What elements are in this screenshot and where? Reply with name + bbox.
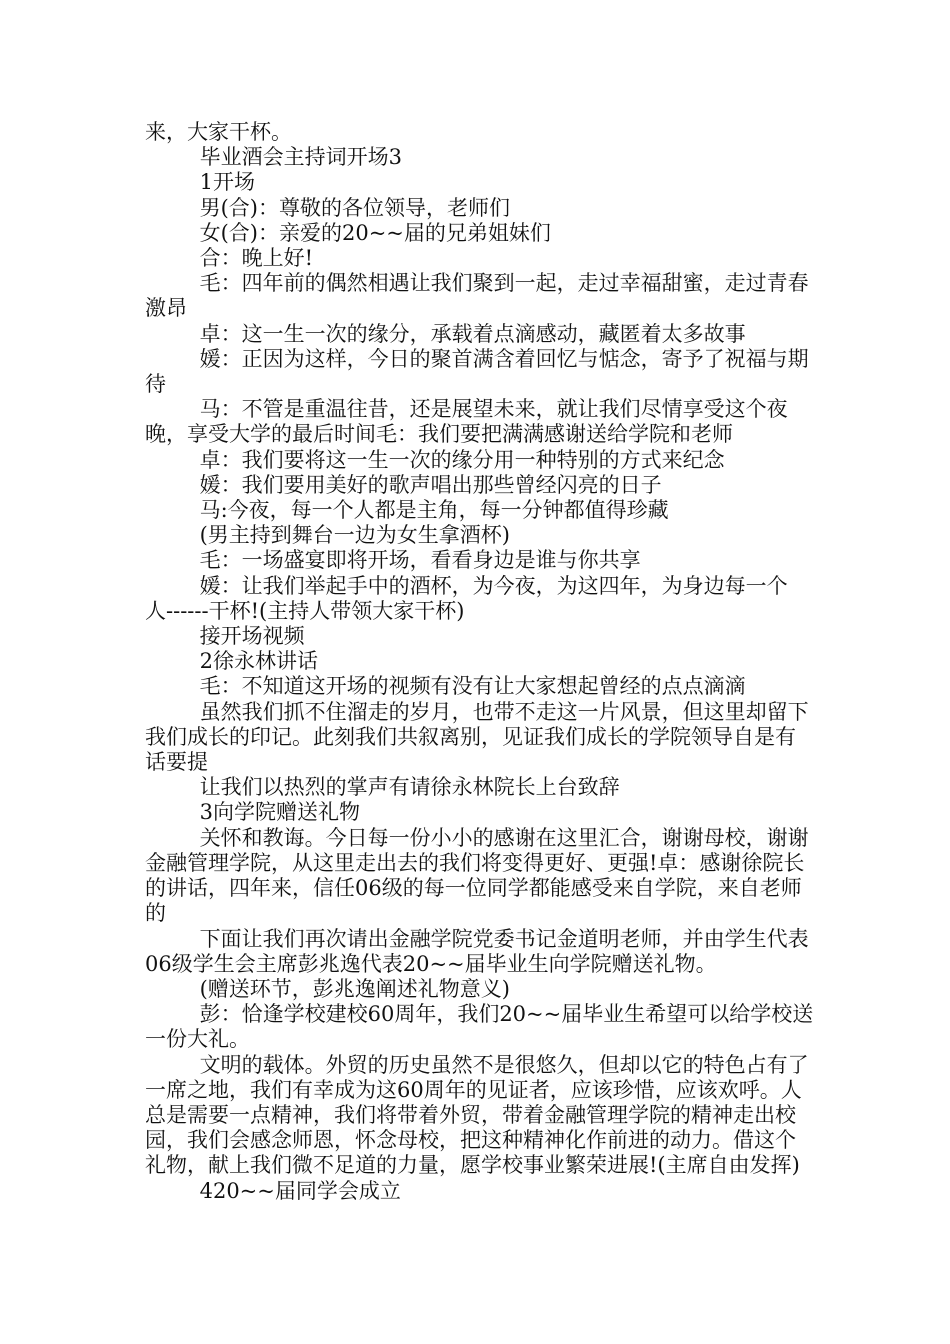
paragraph: 毛：不知道这开场的视频有没有让大家想起曾经的点点滴滴: [199, 674, 746, 699]
paragraph: 让我们以热烈的掌声有请徐永林院长上台致辞: [199, 775, 620, 800]
paragraph: 媛：我们要用美好的歌声唱出那些曾经闪亮的日子: [199, 472, 662, 497]
document-body: [145, 120, 815, 1204]
paragraph: 马：不管是重温往昔，还是展望未来，就让我们尽情享受这个夜晚，享受大学的最后时间毛：我们要把满满感谢送给学院和老师: [145, 397, 788, 447]
paragraph: 马:今夜，每一个人都是主角，每一分钟都值得珍藏: [199, 498, 669, 523]
paragraph: 卓：我们要将这一生一次的缘分用一种特别的方式来纪念: [199, 447, 725, 472]
paragraph: 420~~届同学会成立: [199, 1178, 401, 1203]
paragraph: 毛：四年前的偶然相遇让我们聚到一起，走过幸福甜蜜，走过青春激昂: [145, 271, 809, 321]
paragraph: 下面让我们再次请出金融学院党委书记金道明老师，并由学生代表06级学生会主席彭兆逸代表20~~届毕业生向学院赠送礼物。: [145, 926, 809, 976]
paragraph: 1开场: [199, 170, 255, 195]
paragraph: 合：晚上好!: [199, 246, 314, 271]
paragraph: 文明的载体。外贸的历史虽然不是很悠久，但却以它的特色占有了一席之地，我们有幸成为这60周年的见证者，应该珍惜，应该欢呼。人总是需要一点精神，我们将带着外贸，带着金融管理学院的精神走出校园，我们会感念师恩，怀念母校，把这种精神化作前进的动力。借这个礼物，献上我们微不足道的力量，愿学校事业繁荣进展!(主席自由发挥): [145, 1052, 809, 1178]
paragraph: 媛：让我们举起手中的酒杯，为今夜，为这四年，为身边每一个人------干杯!(主持人带领大家干杯): [145, 573, 788, 623]
paragraph: (男主持到舞台一边为女生拿酒杯): [199, 523, 510, 548]
paragraph: 关怀和教诲。今日每一份小小的感谢在这里汇合，谢谢母校，谢谢金融管理学院，从这里走出去的我们将变得更好、更强!卓：感谢徐院长的讲话，四年来，信任06级的每一位同学都能感受来自学院，来自老师的: [145, 825, 809, 926]
paragraph: 卓：这一生一次的缘分，承载着点滴感动，藏匿着太多故事: [199, 321, 746, 346]
paragraph: 2徐永林讲话: [199, 649, 318, 674]
paragraph: 毛：一场盛宴即将开场，看看身边是谁与你共享: [199, 548, 641, 573]
paragraph: 毕业酒会主持词开场3: [199, 145, 402, 170]
paragraph: 接开场视频: [199, 624, 305, 649]
paragraph: 女(合)：亲爱的20~~届的兄弟姐妹们: [199, 220, 551, 245]
paragraph: 男(合)：尊敬的各位领导，老师们: [199, 195, 510, 220]
paragraph: 媛：正因为这样，今日的聚首满含着回忆与惦念，寄予了祝福与期待: [145, 346, 809, 397]
paragraph: 虽然我们抓不住溜走的岁月，也带不走这一片风景，但这里却留下我们成长的印记。此刻我们共叙离别，见证我们成长的学院领导自是有话要提: [145, 699, 809, 775]
paragraph: 来，大家干杯。: [145, 120, 292, 144]
paragraph: 彭：恰逢学校建校60周年，我们20~~届毕业生希望可以给学校送一份大礼。: [145, 1002, 814, 1052]
paragraph: 3向学院赠送礼物: [199, 800, 360, 825]
paragraph: (赠送环节，彭兆逸阐述礼物意义): [199, 976, 510, 1001]
